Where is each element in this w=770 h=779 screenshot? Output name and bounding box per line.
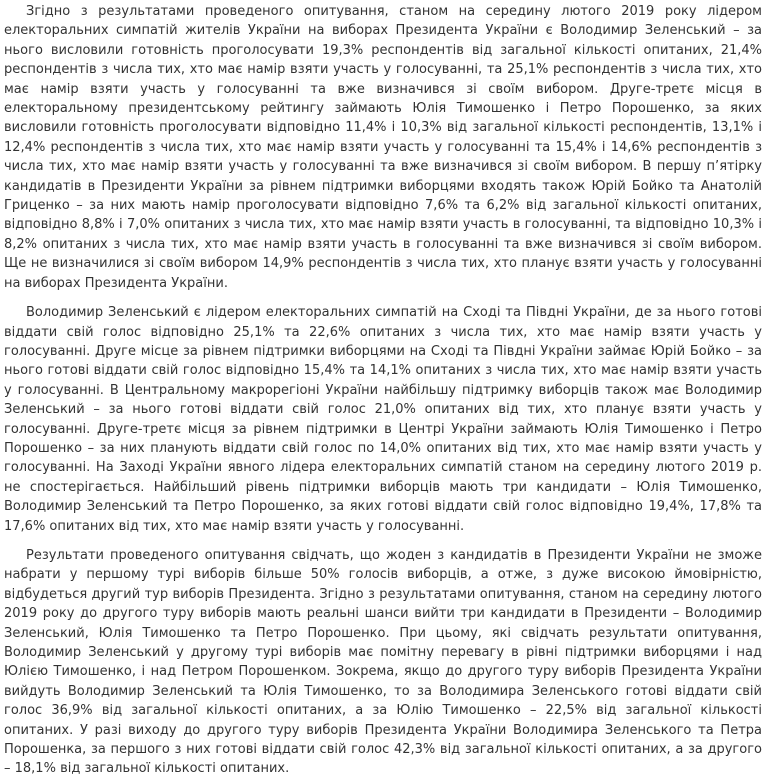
paragraph-regional-support: Володимир Зеленський є лідером електоральних симпатій на Сході та Півдні України, де за нього готові віддати свій голос відповідно 25,1% та 22,6% опитаних з числа тих, хто має намір взяти участь у голосуванні. Друге місце за рівнем підтримки виборцями на Сході та Півдні України займає Юрій Бойко – за нього готові віддати свій голос відповідно 15,4% та 14,1% опитаних з числа тих, хто має намір взяти участь у голосуванні. В Центральному макрорегіоні України найбільшу підтримку виборців також має Володимир Зеленський – за нього готові віддати свій голос 21,0% опитаних від тих, хто планує взяти участь у голосуванні. Друге-третє місця за рівнем підтримки в Центрі України займають Юлія Тимошенко і Петро Порошенко – за них планують віддати свій голос по 14,0% опитаних від тих, хто має намір взяти участь у голосуванні. На Заході України явного лідера електоральних симпатій станом на середину лютого 2019 р. не спостерігається. Найбільший рівень підтримки виборців мають три кандидати – Юлія Тимошенко, Володимир Зеленський та Петро Порошенко, за яких готові віддати свій голос відповідно 19,4%, 17,8% та 17,6% опитаних від тих, хто має намір взяти участь у голосуванні. [4, 305, 762, 534]
paragraph-second-round: Результати проведеного опитування свідчать, що жоден з кандидатів в Президенти України не зможе набрати у першому турі виборів більше 50% голосів виборців, а отже, з дуже високою ймовірністю, відбудеться другий тур виборів Президента. Згідно з результатами опитування, станом на середину лютого 2019 року до другого туру виборів мають реальні шанси вийти три кандидати в Президенти – Володимир Зеленський, Юлія Тимошенко та Петро Порошенко. При цьому, які свідчать результати опитування, Володимир Зеленський у другому турі виборів має помітну перевагу в рівні підтримки виборцями і над Юлією Тимошенко, і над Петром Порошенком. Зокрема, якщо до другого туру виборів Президента України вийдуть Володимир Зеленський та Юлія Тимошенко, то за Володимира Зеленського готові віддати свій голос 36,9% від загальної кількості опитаних, а за Юлію Тимошенко – 22,5% від загальної кількості опитаних. У разі виходу до другого туру виборів Президента України Володимира Зеленського та Петра Порошенка, за першого з них готові віддати свій голос 42,3% від загальної кількості опитаних, а за другого – 18,1% від загальної кількості опитаних. [4, 547, 762, 777]
paragraph-first-round-rating: Згідно з результатами проведеного опитування, станом на середину лютого 2019 року лідером електоральних симпатій жителів України на виборах Президента України є Володимир Зеленський – за нього висловили готовність проголосувати 19,3% респондентів від загальної кількості опитаних, 21,4% респондентів з числа тих, хто має намір взяти участь у голосуванні, та 25,1% респондентів з числа тих, хто має намір взяти участь у голосуванні та вже визначився зі своїм вибором. Друге-третє місця в електоральному президентському рейтингу займають Юлія Тимошенко і Петро Порошенко, за яких висловили готовність проголосувати відповідно 11,4% і 10,3% від загальної кількості респондентів, 13,1% і 12,4% респондентів з числа тих, хто має намір взяти участь у голосуванні та 15,4% і 14,6% респондентів з числа тих, хто має намір взяти участь у голосуванні та вже визначився зі своїм вибором. В першу п’ятірку кандидатів в Президенти України за рівнем підтримки виборцями входять також Юрій Бойко та Анатолій Гриценко – за них мають намір проголосувати відповідно 7,6% та 6,2% від загальної кількості опитаних, відповідно 8,8% і 7,0% опитаних з числа тих, хто має намір взяти участь в голосуванні, та відповідно 10,3% і 8,2% опитаних з числа тих, хто має намір взяти участь в голосуванні та вже визначився зі своїм вибором. Ще не визначилися зі своїм вибором 14,9% респондентів з числа тих, хто планує взяти участь у голосуванні на виборах Президента України. [4, 4, 762, 291]
